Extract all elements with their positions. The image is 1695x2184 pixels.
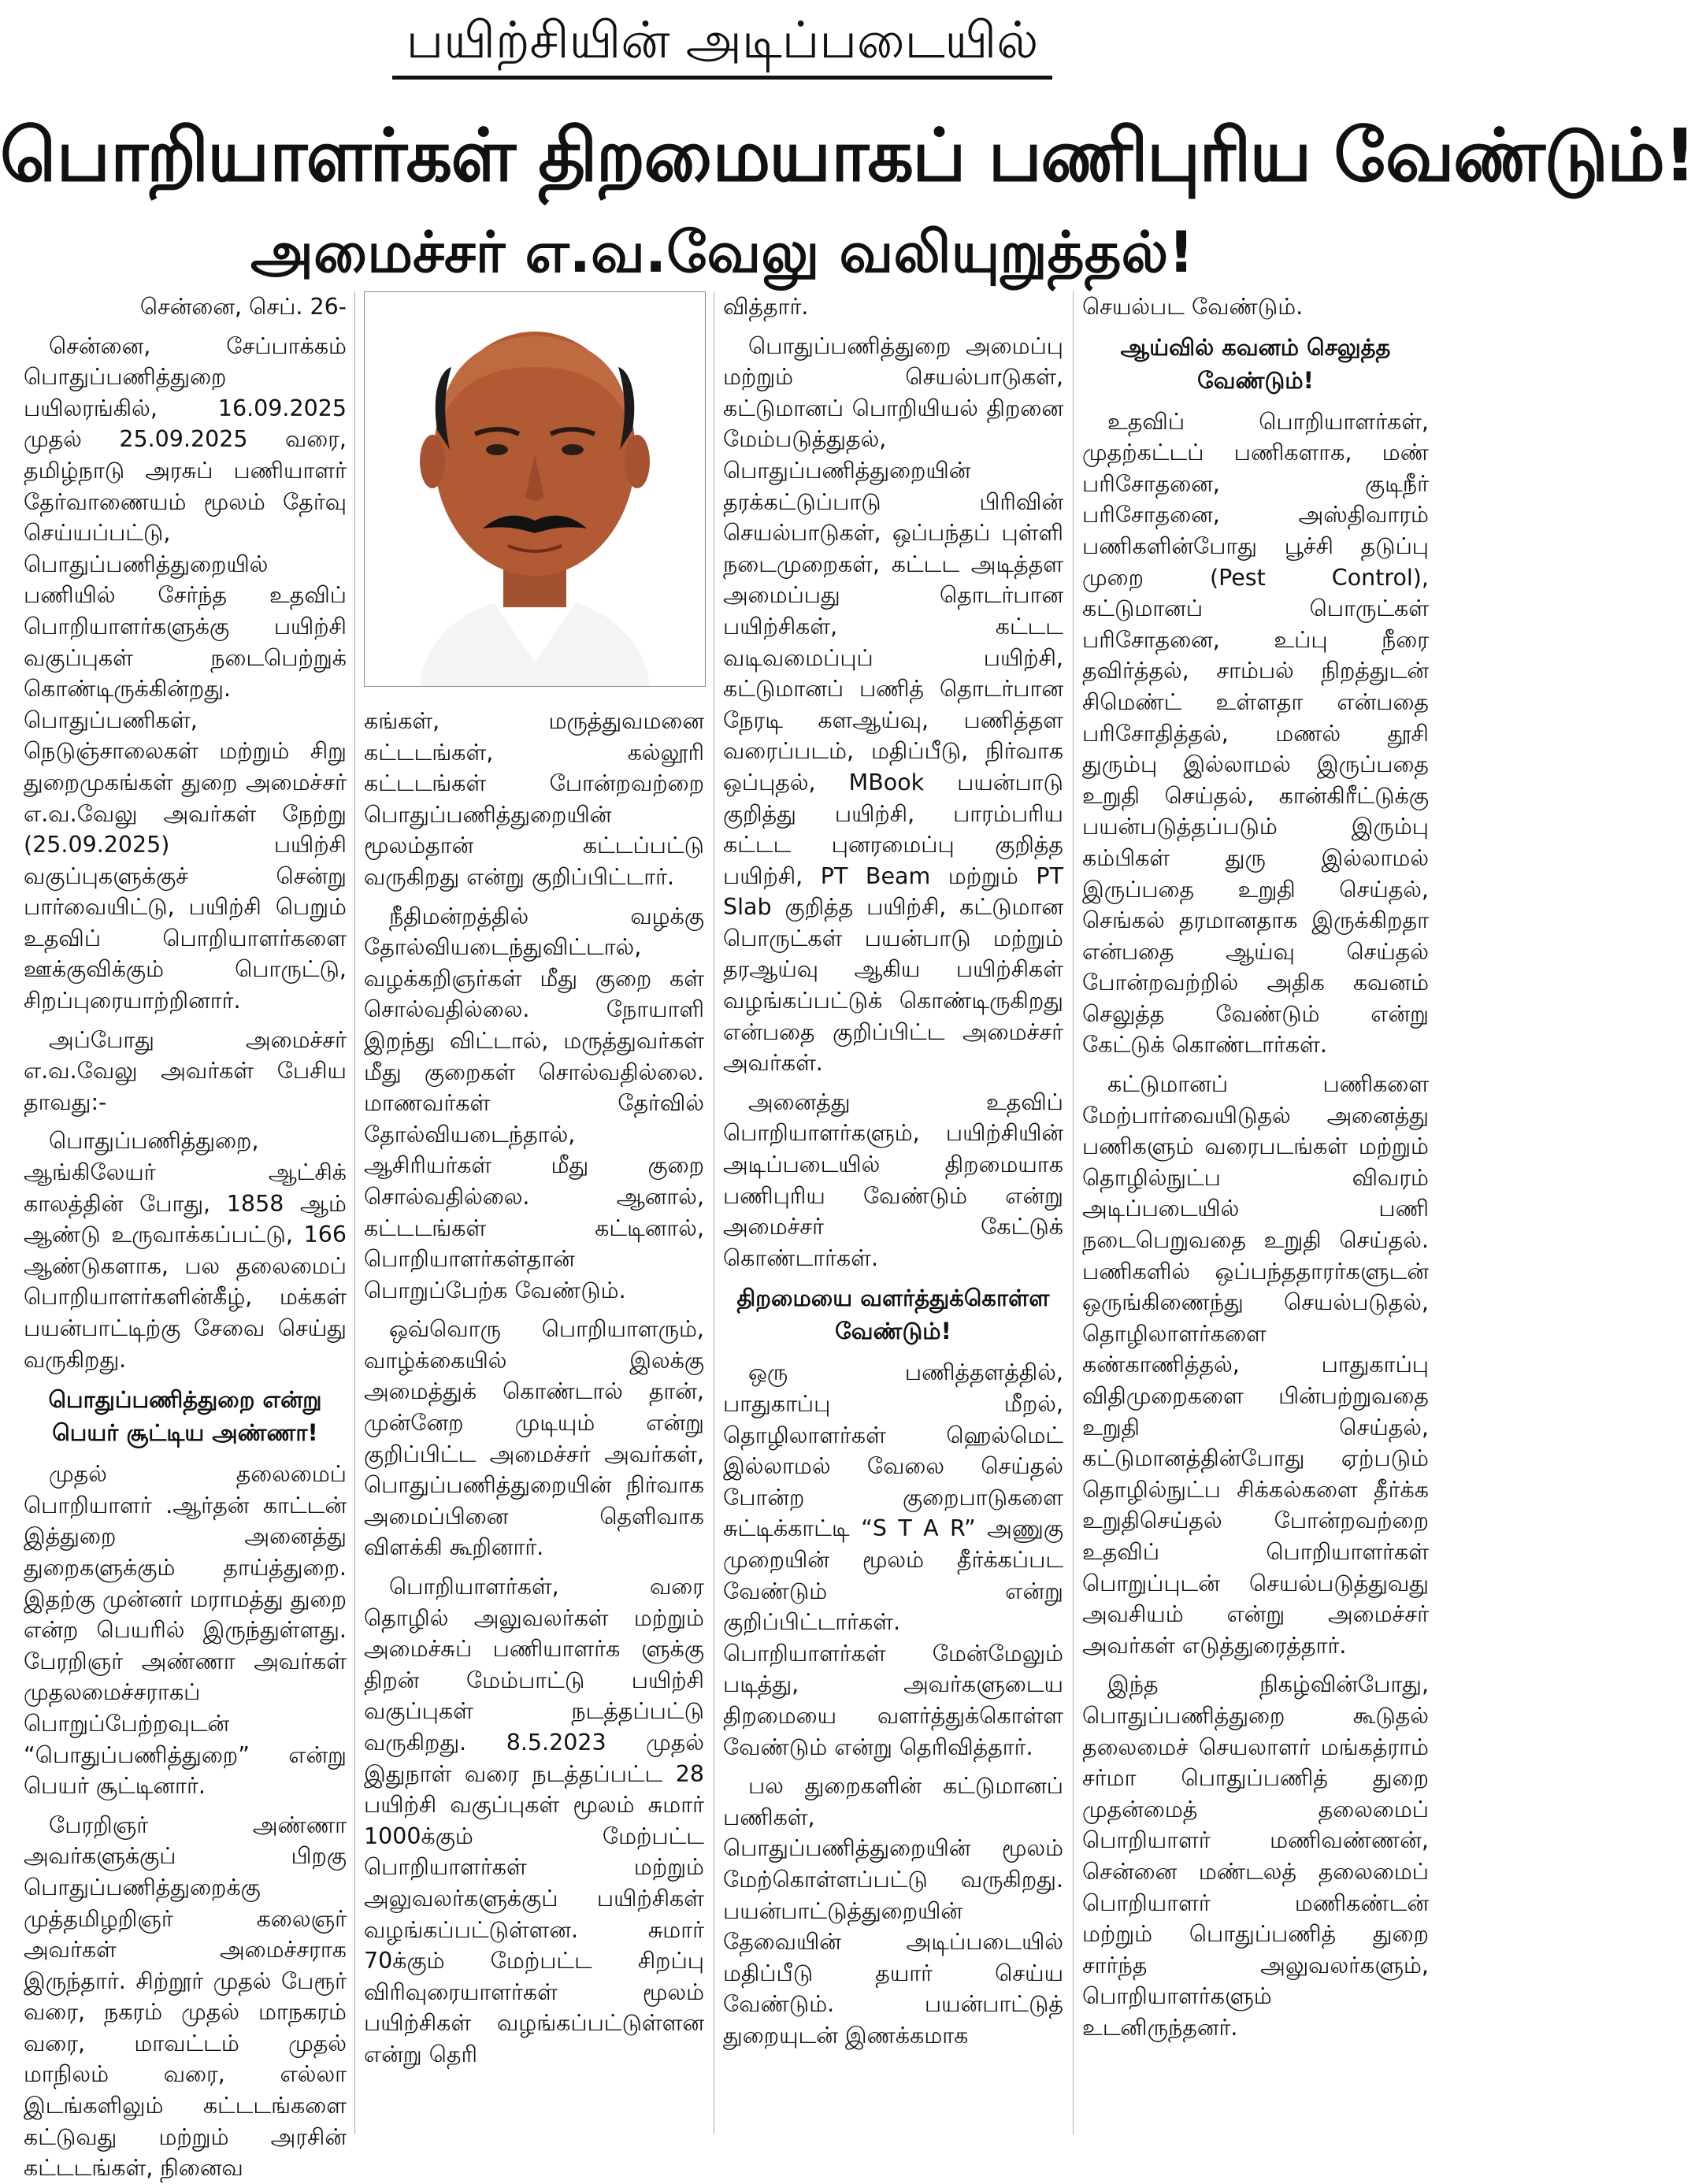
column-rule bbox=[1073, 291, 1074, 2134]
headline: பொறியாளர்கள் திறமையாகப் பணிபுரிய வேண்டும்! bbox=[0, 113, 1695, 198]
dateline: சென்னை, செப். 26- bbox=[139, 294, 347, 320]
paragraph: முதல் தலைமைப் பொறியாளர் .ஆர்தன் காட்டன் இத்துறை அனைத்து துறைகளுக்கும் தாய்த்துறை. இதற்கு முன்னர் மராமத்து துறை என்ற பெயரில் இருந்துள்ளது. பேரறிஞர் அண்ணா அவர்கள் முதலமைச்சராகப் பொறுப்பேற்றவுடன் “பொதுப்பணித்துறை” என்று பெயர் சூட்டினார். bbox=[24, 1461, 347, 1800]
kicker bbox=[0, 6, 1445, 80]
paragraph: பொதுப்பணித்துறை அமைப்பு மற்றும் செயல்பாடுகள், கட்டுமானப் பொறியியல் திறனை மேம்படுத்துதல், பொதுப்பணித்துறையின் தரக்கட்டுப்பாடு பிரிவின் செயல்பாடுகள், ஒப்பந்தப் புள்ளி நடைமுறைகள், கட்டட அடித்தள அமைப்பது தொடர்பான பயிற்சிகள், கட்டட வடிவமைப்புப் பயிற்சி, கட்டுமானப் பணித் தொடர்பான நேரடி களஆய்வு, பணித்தள வரைப்படம், மதிப்பீடு, நிர்வாக ஒப்புதல், MBook பயன்பாடு குறித்து பயிற்சி, பாரம்பரிய கட்டட புனரமைப்பு குறித்த பயிற்சி, PT Beam மற்றும் PT Slab குறித்த பயிற்சி, கட்டுமான பொருட்கள் பயன்பாடு மற்றும் தரஆய்வு ஆகிய பயிற்சிகள் வழங்கப்பட்டுக் கொண்டிருகிறது என்பதை குறிப்பிட்ட அமைச்சர் அவர்கள். bbox=[723, 332, 1063, 1077]
paragraph: வித்தார். bbox=[723, 294, 809, 320]
subhead: அமைச்சர் எ.வ.வேலு வலியுறுத்தல்! bbox=[250, 219, 1195, 285]
paragraph: இந்த நிகழ்வின்போது, பொதுப்பணித்துறை கூடுதல் தலைமைச் செயலாளர் மங்கத்ராம் சர்மா பொதுப்பணித் துறை முதன்மைத் தலைமைப் பொறியாளர் மணிவண்ணன், சென்னை மண்டலத் தலைமைப் பொறியாளர் மணிகண்டன் மற்றும் பொதுப்பணித் துறை சார்ந்த அலுவலர்களும், பொறியாளர்களும் உடனிருந்தனர். bbox=[1082, 1671, 1429, 2041]
section-heading: திறமையை வளர்த்துக்கொள்ள வேண்டும்! bbox=[736, 1285, 1050, 1345]
article-column-3 bbox=[723, 291, 1063, 2134]
paragraph: பல துறைகளின் கட்டுமானப் பணிகள், பொதுப்பணித்துறையின் மூலம் மேற்கொள்ளப்பட்டு வருகிறது. பயன்பாட்டுத்துறையின் தேவையின் அடிப்படையில் மதிப்பீடு தயார் செய்ய வேண்டும். பயன்பாட்டுத் துறையுடன் இணக்கமாக bbox=[723, 1773, 1063, 2049]
paragraph: அனைத்து உதவிப் பொறியாளர்களும், பயிற்சியின் அடிப்படையில் திறமையாக பணிபுரிய வேண்டும் என்று அமைச்சர் கேட்டுக் கொண்டார்கள். bbox=[723, 1088, 1063, 1271]
section-heading: ஆய்வில் கவனம் செலுத்த வேண்டும்! bbox=[1120, 333, 1391, 394]
paragraph: சென்னை, சேப்பாக்கம் பொதுப்பணித்துறை பயிலரங்கில், 16.09.2025 முதல் 25.09.2025 வரை, தமிழ்நாடு அரசுப் பணியாளர் தேர்வாணையம் மூலம் தேர்வு செய்யப்பட்டு, பொதுப்பணித்துறையில் பணியில் சேர்ந்த உதவிப் பொறியாளர்களுக்கு பயிற்சி வகுப்புகள் நடைபெற்றுக் கொண்டிருக்கின்றது. பொதுப்பணிகள், நெடுஞ்சாலைகள் மற்றும் சிறு துறைமுகங்கள் துறை அமைச்சர் எ.வ.வேலு அவர்கள் நேற்று (25.09.2025) பயிற்சி வகுப்புகளுக்குச் சென்று பார்வையிட்டு, பயிற்சி பெறும் உதவிப் பொறியாளர்களை ஊக்குவிக்கும் பொருட்டு, சிறப்புரையாற்றினார். bbox=[24, 332, 347, 1014]
paragraph: கங்கள், மருத்துவமனை கட்டடங்கள், கல்லூரி கட்டடங்கள் போன்றவற்றை பொதுப்பணித்துறையின் மூலம்தான் கட்டப்பட்டு வருகிறது என்று குறிப்பிட்டார். bbox=[364, 708, 704, 890]
article-column-2 bbox=[364, 291, 704, 2134]
paragraph: அப்போது அமைச்சர் எ.வ.வேலு அவர்கள் பேசிய தாவது:- bbox=[24, 1026, 347, 1115]
article-column-1 bbox=[24, 291, 347, 2182]
paragraph: உதவிப் பொறியாளர்கள், முதற்கட்டப் பணிகளாக, மண் பரிசோதனை, குடிநீர் பரிசோதனை, அஸ்திவாரம் பணிகளின்போது பூச்சி தடுப்பு முறை (Pest Control), கட்டுமானப் பொருட்கள் பரிசோதனை, உப்பு நீரை தவிர்த்தல், சாம்பல் நிறத்துடன் சிமெண்ட் உள்ளதா என்பதை பரிசோதித்தல், மணல் தூசி துரும்பு இல்லாமல் இருப்பதை உறுதி செய்தல், கான்கிரீட்டுக்கு பயன்படுத்தப்படும் இரும்பு கம்பிகள் துரு இல்லாமல் இருப்பதை உறுதி செய்தல், செங்கல் தரமானதாக இருக்கிறதா என்பதை ஆய்வு செய்தல் போன்றவற்றில் அதிக கவனம் செலுத்த வேண்டும் என்று கேட்டுக் கொண்டார்கள். bbox=[1082, 408, 1429, 1059]
column-rule bbox=[354, 291, 355, 2134]
paragraph: செயல்பட வேண்டும். bbox=[1082, 294, 1304, 320]
paragraph: பொதுப்பணித்துறை, ஆங்கிலேயர் ஆட்சிக் காலத்தின் போது, 1858 ஆம் ஆண்டு உருவாக்கப்பட்டு, 166 ஆண்டுகளாக, பல தலைமைப் பொறியாளர்களின்கீழ், மக்கள் பயன்பாட்டிற்கு சேவை செய்து வருகிறது. bbox=[24, 1128, 347, 1373]
paragraph: நீதிமன்றத்தில் வழக்கு தோல்வியடைந்துவிட்டால், வழக்கறிஞர்கள் மீது குறை கள் சொல்வதில்லை. நோயாளி இறந்து விட்டால், மருத்துவர்கள் மீது குறைகள் சொல்வதில்லை. மாணவர்கள் தேர்வில் தோல்வியடைந்தால், ஆசிரியர்கள் மீது குறை சொல்வதில்லை. ஆனால், கட்டடங்கள் கட்டினால், பொறியாளர்கள்தான் பொறுப்பேற்க வேண்டும். bbox=[364, 903, 704, 1303]
section-heading: பொதுப்பணித்துறை என்று பெயர் சூட்டிய அண்ணா! bbox=[48, 1386, 322, 1447]
kicker-text: பயிற்சியின் அடிப்படையில் bbox=[392, 6, 1053, 80]
article-column-4 bbox=[1082, 291, 1429, 2134]
paragraph: ஒவ்வொரு பொறியாளரும், வாழ்க்கையில் இலக்கு அமைத்துக் கொண்டால் தான், முன்னேற முடியும் என்று குறிப்பிட்ட அமைச்சர் அவர்கள், பொதுப்பணித்துறையின் நிர்வாக அமைப்பினை தெளிவாக விளக்கி கூறினார். bbox=[364, 1316, 704, 1561]
paragraph: பொறியாளர்கள், வரை தொழில் அலுவலர்கள் மற்றும் அமைச்சுப் பணியாளர்க ளுக்கு திறன் மேம்பாட்டு பயிற்சி வகுப்புகள் நடத்தப்பட்டு வருகிறது. 8.5.2023 முதல் இதுநாள் வரை நடத்தப்பட்ட 28 பயிற்சி வகுப்புகள் மூலம் சுமார் 1000க்கும் மேற்பட்ட பொறியாளர்கள் மற்றும் அலுவலர்களுக்குப் பயிற்சிகள் வழங்கப்பட்டுள்ளன. சுமார் 70க்கும் மேற்பட்ட சிறப்பு விரிவுரையாளர்கள் மூலம் பயிற்சிகள் வழங்கப்பட்டுள்ளன என்று தெரி bbox=[364, 1574, 704, 2067]
paragraph: ஒரு பணித்தளத்தில், பாதுகாப்பு மீறல், தொழிலாளர்கள் ஹெல்மெட் இல்லாமல் வேலை செய்தல் போன்ற குறைபாடுகளை சுட்டிக்காட்டி “S T A R” அணுகு முறையின் மூலம் தீர்க்கப்பட வேண்டும் என்று குறிப்பிட்டார்கள். பொறியாளர்கள் மேன்மேலும் படித்து, அவர்களுடைய திறமையை வளர்த்துக்கொள்ள வேண்டும் என்று தெரிவித்தார். bbox=[723, 1359, 1063, 1760]
paragraph: கட்டுமானப் பணிகளை மேற்பார்வையிடுதல் அனைத்து பணிகளும் வரைபடங்கள் மற்றும் தொழில்நுட்ப விவரம் அடிப்படையில் பணி நடைபெறுவதை உறுதி செய்தல். பணிகளில் ஒப்பந்ததாரர்களுடன் ஒருங்கிணைந்து செயல்படுதல், தொழிலாளர்களை கண்காணித்தல், பாதுகாப்பு விதிமுறைகளை பின்பற்றுவதை உறுதி செய்தல், கட்டுமானத்தின்போது ஏற்படும் தொழில்நுட்ப சிக்கல்களை தீர்க்க உறுதிசெய்தல் போன்றவற்றை உதவிப் பொறியாளர்கள் பொறுப்புடன் செயல்படுத்துவது அவசியம் என்று அமைச்சர் அவர்கள் எடுத்துரைத்தார். bbox=[1082, 1071, 1429, 1659]
paragraph: பேரறிஞர் அண்ணா அவர்களுக்குப் பிறகு பொதுப்பணித்துறைக்கு முத்தமிழறிஞர் கலைஞர் அவர்கள் அமைச்சராக இருந்தார். சிற்றூர் முதல் பேரூர் வரை, நகரம் முதல் மாநகரம் வரை, மாவட்டம் முதல் மாநிலம் வரை, எல்லா இடங்களிலும் கட்டடங்களை கட்டுவது மற்றும் அரசின் கட்டடங்கள், நினைவ bbox=[24, 1811, 347, 2182]
minister-photo bbox=[364, 291, 706, 687]
